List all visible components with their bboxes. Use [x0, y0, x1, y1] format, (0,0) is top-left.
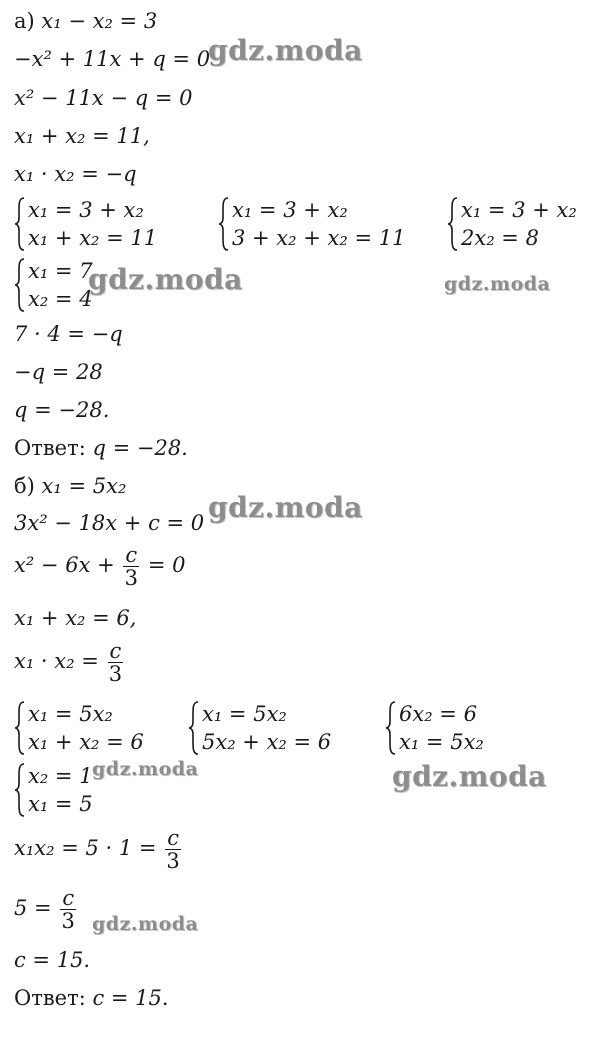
- fraction-c-over-3: [165, 827, 181, 872]
- part-a-condition-text: x₁ − x₂ = 3: [41, 9, 158, 33]
- part-a-label: а): [14, 9, 35, 33]
- system-a3: [447, 196, 577, 252]
- result-neg-q: −q = 28: [14, 360, 103, 384]
- system-b2: [188, 700, 331, 756]
- part-b-label: б): [14, 474, 35, 498]
- answer-b-value: c = 15.: [92, 986, 169, 1010]
- fraction-c-over-3: [108, 640, 124, 685]
- part-a-condition: [14, 9, 157, 33]
- system-a4-row-2: x₂ = 4: [28, 287, 93, 311]
- system-b3: [385, 700, 484, 756]
- watermark: gdz.moda: [208, 34, 363, 67]
- fraction-numerator: c: [167, 826, 179, 850]
- answer-a: [14, 436, 188, 460]
- vieta-b-product: [14, 640, 125, 685]
- watermark: gdz.moda: [92, 758, 199, 780]
- equation-normalized: x² − 11x − q = 0: [14, 86, 193, 110]
- product-b-left: x₁x₂ = 5 · 1 =: [14, 836, 157, 860]
- system-a1-row-1: x₁ = 3 + x₂: [28, 198, 144, 222]
- brace-icon: [218, 196, 230, 252]
- system-a2: [218, 196, 405, 252]
- system-b4-row-1: x₂ = 1: [28, 764, 93, 788]
- system-a4-row-1: x₁ = 7: [28, 259, 93, 283]
- answer-b-label: Ответ:: [14, 986, 86, 1010]
- equation-b-right: = 0: [147, 553, 186, 577]
- vieta-sum: x₁ + x₂ = 11,: [14, 124, 150, 148]
- watermark: gdz.moda: [208, 491, 363, 524]
- system-b1-row-2: x₁ + x₂ = 6: [28, 730, 144, 754]
- brace-icon: [14, 196, 26, 252]
- system-b4-row-2: x₁ = 5: [28, 792, 93, 816]
- system-a1: [14, 196, 157, 252]
- fraction-denominator: 3: [166, 849, 180, 873]
- fraction-denominator: 3: [61, 909, 75, 933]
- system-a2-row-1: x₁ = 3 + x₂: [232, 198, 348, 222]
- fraction-numerator: c: [62, 886, 75, 910]
- equation-original: −x² + 11x + q = 0: [14, 47, 211, 71]
- system-a3-row-2: 2x₂ = 8: [461, 226, 539, 250]
- brace-icon: [385, 700, 397, 756]
- fraction-c-over-3: [123, 544, 139, 589]
- fraction-denominator: 3: [108, 662, 123, 686]
- system-b3-row-1: 6x₂ = 6: [399, 702, 477, 726]
- answer-b: [14, 986, 169, 1010]
- brace-icon: [14, 700, 26, 756]
- system-b1-row-1: x₁ = 5x₂: [28, 702, 113, 726]
- fraction-c-over-3: [60, 887, 76, 932]
- brace-icon: [14, 762, 26, 818]
- fraction-denominator: 3: [124, 566, 138, 590]
- equation-five-left: 5 =: [14, 896, 52, 920]
- vieta-b-product-left: x₁ · x₂ =: [14, 649, 99, 673]
- system-b1: [14, 700, 144, 756]
- system-b4: [14, 762, 93, 818]
- equation-b-left: x² − 6x +: [14, 553, 115, 577]
- result-c: c = 15.: [14, 948, 91, 972]
- answer-a-label: Ответ:: [14, 436, 86, 460]
- result-q: q = −28.: [14, 398, 110, 422]
- system-a4: [14, 257, 93, 313]
- system-b2-row-2: 5x₂ + x₂ = 6: [202, 730, 332, 754]
- brace-icon: [14, 257, 26, 313]
- brace-icon: [447, 196, 459, 252]
- system-a2-row-2: 3 + x₂ + x₂ = 11: [232, 226, 406, 250]
- system-b3-row-2: x₁ = 5x₂: [399, 730, 484, 754]
- equation-b-original: 3x² − 18x + c = 0: [14, 511, 205, 535]
- equation-five: [14, 887, 78, 932]
- watermark: gdz.moda: [444, 273, 551, 295]
- watermark: gdz.moda: [88, 263, 243, 296]
- product-b: [14, 827, 183, 872]
- vieta-product: x₁ · x₂ = −q: [14, 162, 137, 186]
- watermark: gdz.moda: [92, 913, 199, 935]
- fraction-numerator: c: [109, 639, 122, 663]
- equation-b-normalized: [14, 544, 185, 589]
- substitution-a: 7 · 4 = −q: [14, 322, 123, 346]
- watermark: gdz.moda: [392, 760, 547, 793]
- system-a3-row-1: x₁ = 3 + x₂: [461, 198, 577, 222]
- system-b2-row-1: x₁ = 5x₂: [202, 702, 287, 726]
- brace-icon: [188, 700, 200, 756]
- part-b-condition: [14, 474, 126, 498]
- answer-a-value: q = −28.: [92, 436, 188, 460]
- fraction-numerator: c: [125, 543, 138, 567]
- system-a1-row-2: x₁ + x₂ = 11: [28, 226, 158, 250]
- part-b-condition-text: x₁ = 5x₂: [41, 474, 127, 498]
- vieta-b-sum: x₁ + x₂ = 6,: [14, 606, 137, 630]
